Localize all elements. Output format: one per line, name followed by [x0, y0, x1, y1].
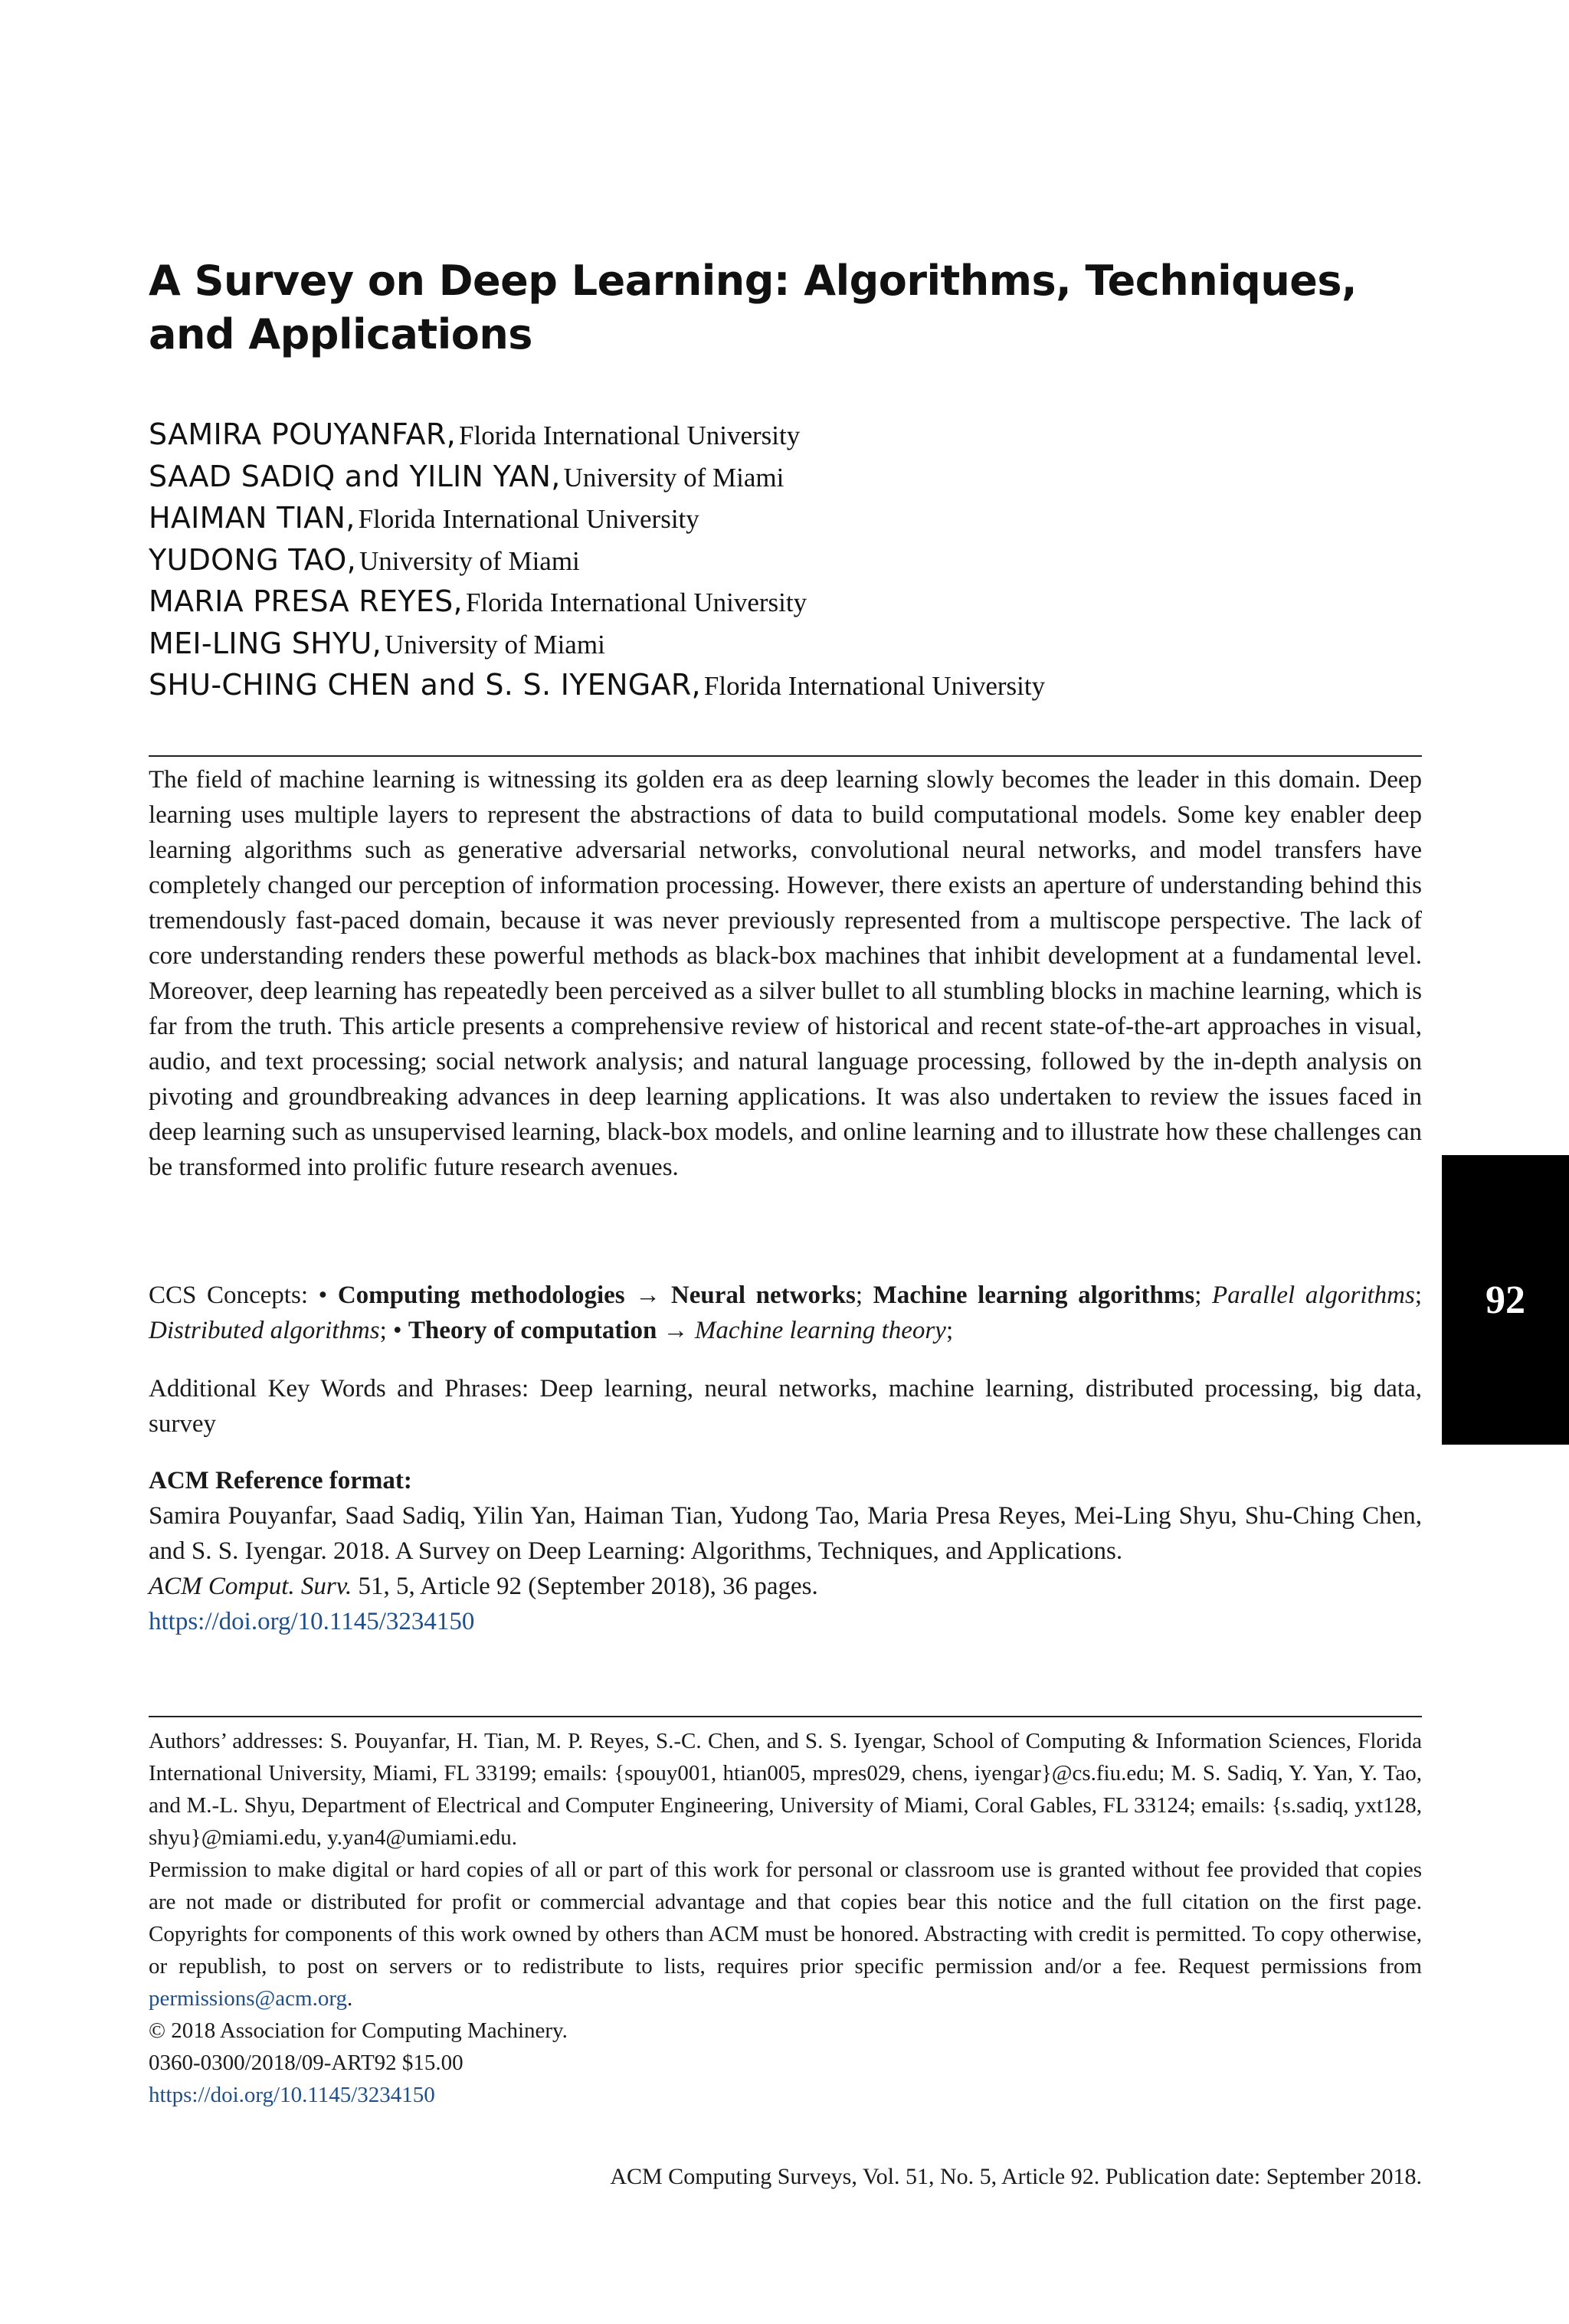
reference-journal: ACM Comput. Surv. — [149, 1573, 352, 1600]
author-names: SHU-CHING CHEN and S. S. IYENGAR, — [149, 668, 701, 702]
author-line — [149, 543, 1422, 585]
ccs-concept: Parallel algorithms — [1212, 1281, 1415, 1309]
issn-line: 0360-0300/2018/09-ART92 $15.00 — [149, 2051, 463, 2075]
author-names: YUDONG TAO, — [149, 542, 357, 577]
ccs-concept: Computing methodologies → Neural networks — [337, 1281, 856, 1309]
footnote-doi — [149, 2079, 1422, 2111]
ccs-concept: Machine learning theory — [694, 1317, 946, 1344]
permission-text: Permission to make digital or hard copies of all or part of this work for personal or classroom use is granted without fee provided that copies are not made or distributed for profit or commercial advantage and that copies bear this notice and the full citation on the first page. Copyrights for components of this work owned by others than ACM must be honored. Abstracting with credit is permitted. To copy otherwise, or republish, to post on servers or to redistribute to lists, requires prior specific permission and/or a fee. Request permissions from — [149, 1858, 1422, 1979]
ccs-separator: ; — [1414, 1281, 1423, 1309]
paper-title — [149, 254, 1422, 362]
reference-citation: Samira Pouyanfar, Saad Sadiq, Yilin Yan, Haiman Tian, Yudong Tao, Maria Presa Reyes, Mei-Ling Shyu, Shu-Ching Chen, and S. S. Iyengar. 2018. A Survey on Deep Learning: Algorithms, Techniques, and Applications. — [149, 1502, 1422, 1565]
author-line — [149, 668, 1422, 710]
author-line — [149, 501, 1422, 543]
header-rule — [149, 755, 1422, 757]
reference-details: 51, 5, Article 92 (September 2018), 36 pages. — [352, 1573, 818, 1600]
title-line-2: and Applications — [149, 310, 532, 358]
title-line-1: A Survey on Deep Learning: Algorithms, Techniques, — [149, 257, 1358, 305]
ccs-concept: Theory of computation → — [408, 1317, 689, 1344]
article-number: 92 — [1485, 1278, 1525, 1322]
reference-format — [149, 1498, 1422, 1639]
ccs-separator — [689, 1317, 695, 1344]
permission-notice — [149, 1854, 1422, 2015]
footnote-rule — [149, 1716, 1422, 1717]
author-line — [149, 460, 1422, 502]
ccs-separator: ; — [945, 1317, 954, 1344]
abstract-text: The field of machine learning is witnessing its golden era as deep learning slowly becomes the leader in this domain. Deep learning uses multiple layers to represent the abstractions of data to build computational models. Some key enabler deep learning algorithms such as generative adversarial networks, convolutional neural networks, and model transfers have completely changed our perception of information processing. However, there exists an aperture of understanding behind this tremendously fast-paced domain, because it was never previously represented from a multiscope perspective. The lack of core understanding renders these powerful methods as black-box machines that inhibit development at a fundamental level. Moreover, deep learning has repeatedly been perceived as a silver bullet to all stumbling blocks in machine learning, which is far from the truth. This article presents a comprehensive review of historical and recent state-of-the-art approaches in visual, audio, and text processing; social network analysis; and natural language processing, followed by the in-depth analysis on pivoting and groundbreaking advances in deep learning applications. It was also undertaken to review the issues faced in deep learning such as unsupervised learning, black-box models, and online learning and to illustrate how these challenges can be transformed into prolific future research avenues. — [149, 766, 1422, 1181]
ccs-separator: ; • — [379, 1317, 408, 1344]
footnotes — [149, 1725, 1422, 2111]
ccs-separator: ; — [1194, 1281, 1213, 1309]
author-affiliation: Florida International University — [703, 671, 1046, 701]
ccs-prefix: CCS Concepts: • — [149, 1281, 338, 1309]
ccs-concept: Machine learning algorithms — [873, 1281, 1195, 1309]
permission-end: . — [346, 1986, 353, 2011]
author-addresses: Authors’ addresses: S. Pouyanfar, H. Tian, M. P. Reyes, S.-C. Chen, and S. S. Iyengar, School of Computing & Information Sciences, Florida International University, Miami, FL 33199; emails: {spouy001, htian005, mpres029, chens, iyengar}@cs.fiu.edu; M. S. Sadiq, Y. Yan, Y. Tao, and M.-L. Shyu, Department of Electrical and Computer Engineering, University of Miami, Coral Gables, FL 33124; emails: {s.sadiq, yxt128, shyu}@miami.edu, y.yan4@umiami.edu. — [149, 1729, 1422, 1850]
reference-doi-link[interactable]: https://doi.org/10.1145/3234150 — [149, 1608, 475, 1635]
author-affiliation: University of Miami — [563, 462, 784, 493]
permissions-email-link[interactable]: permissions@acm.org — [149, 1986, 347, 2011]
page-footer: ACM Computing Surveys, Vol. 51, No. 5, Article 92. Publication date: September 2018. — [610, 2164, 1422, 2189]
author-affiliation: University of Miami — [359, 545, 580, 576]
author-line — [149, 584, 1422, 627]
author-affiliation: Florida International University — [459, 421, 801, 450]
article-number-tab — [1442, 1155, 1569, 1445]
author-affiliation: Florida International University — [358, 504, 699, 534]
ccs-concepts — [149, 1278, 1422, 1348]
ccs-concept: Distributed algorithms — [149, 1317, 380, 1344]
author-line — [149, 417, 1422, 460]
author-names: HAIMAN TIAN, — [149, 501, 355, 535]
author-affiliation: Florida International University — [465, 588, 807, 617]
author-list — [149, 417, 1422, 710]
ccs-separator: ; — [855, 1281, 873, 1309]
author-names: MEI-LING SHYU, — [149, 626, 382, 660]
author-line — [149, 627, 1422, 669]
author-names: SAMIRA POUYANFAR, — [149, 417, 457, 451]
reference-heading: ACM Reference format: — [149, 1467, 412, 1494]
author-names: SAAD SADIQ and YILIN YAN, — [149, 459, 561, 493]
keywords: Additional Key Words and Phrases: Deep learning, neural networks, machine learning, distributed processing, big data, survey — [149, 1375, 1422, 1438]
footnote-doi-link[interactable]: https://doi.org/10.1145/3234150 — [149, 2083, 435, 2107]
copyright-line: © 2018 Association for Computing Machinery. — [149, 2018, 568, 2043]
author-affiliation: University of Miami — [385, 629, 605, 660]
author-names: MARIA PRESA REYES, — [149, 584, 463, 618]
